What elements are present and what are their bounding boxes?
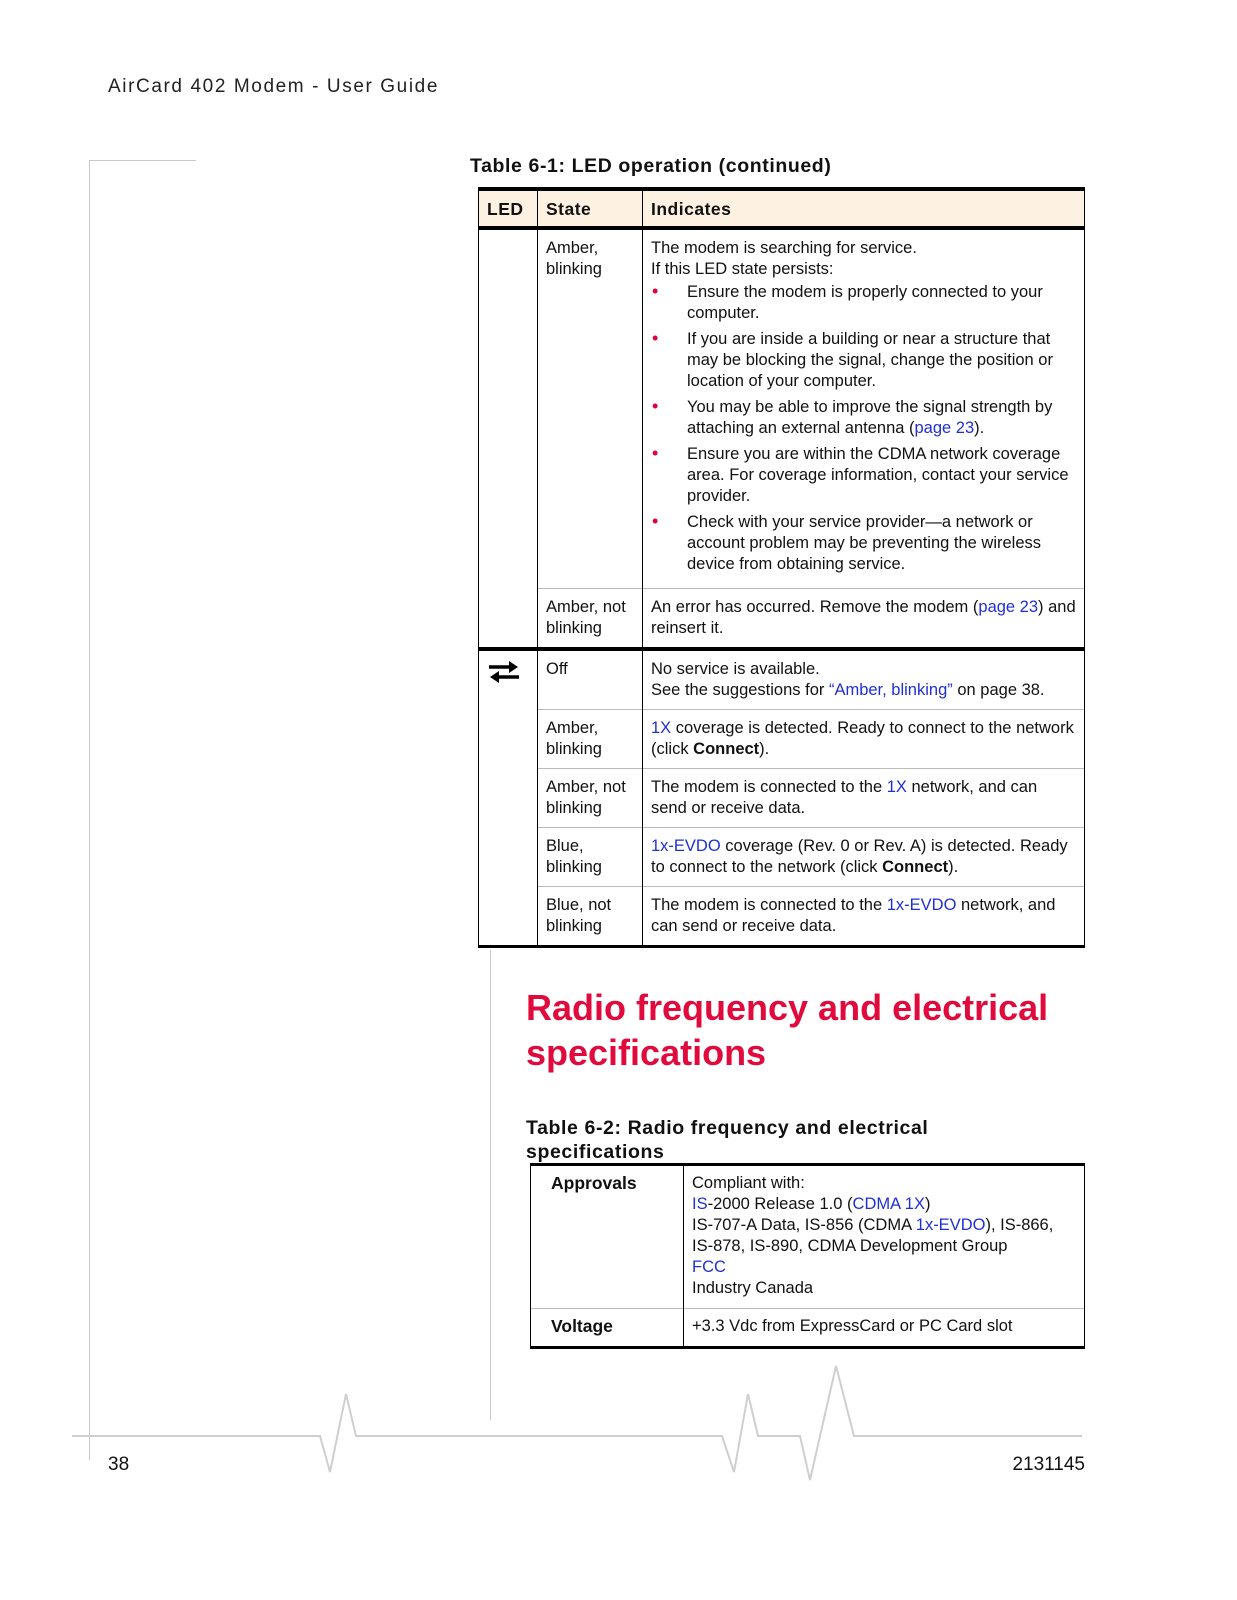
glossary-link[interactable]: FCC [692,1258,726,1276]
list-item-text: Ensure you are within the CDMA network coverage area. For coverage information, contact your service provider. [687,445,1069,505]
document-number: 2131145 [1012,1454,1085,1475]
page-link[interactable]: page 23 [914,419,975,437]
glossary-link[interactable]: 1x-EVDO [915,1216,986,1234]
connect-label: Connect [882,858,949,876]
indicates-text: coverage is detected. Ready to connect to the network (click [651,719,1074,758]
indicates-text: See the suggestions for [651,681,829,699]
indicates-line: The modem is searching for service. [651,239,917,257]
glossary-link[interactable]: 1X [651,719,672,737]
cross-reference-link[interactable]: “Amber, blinking” [828,681,953,699]
state-cell: Amber, blinking [538,228,643,589]
glossary-link[interactable]: 1x-EVDO [651,837,721,855]
list-item-text: If you are inside a building or near a structure that may be blocking the signal, change the position or location of your computer. [687,330,1053,390]
approvals-line: Industry Canada [692,1279,814,1297]
page-number: 38 [108,1454,130,1475]
bullet-icon: • [652,443,659,463]
glossary-link[interactable]: CDMA 1X [852,1195,925,1213]
state-cell: Amber, not blinking [538,769,643,828]
list-item-text: Check with your service provider—a network or account problem may be preventing the wireless device from obtaining service. [687,513,1042,573]
indicates-text: ) and reinsert it. [651,598,1076,637]
col-header-state: State [538,189,643,228]
state-cell: Amber, not blinking [538,589,643,650]
glossary-link[interactable]: IS [692,1195,708,1213]
page-link[interactable]: page 23 [978,598,1039,616]
connect-label: Connect [693,740,760,758]
approvals-text: IS-707-A Data, IS-856 (CDMA [692,1216,916,1234]
indicates-text: coverage (Rev. 0 or Rev. A) is detected. Ready to connect to the network (click [651,837,1068,876]
glossary-link[interactable]: 1X [886,778,907,796]
bullet-icon: • [652,281,659,301]
approvals-line: Compliant with: [692,1174,805,1192]
state-cell: Amber, blinking [538,710,643,769]
table2-caption: Table 6-2: Radio frequency and electrical specifications [526,1117,929,1163]
list-item-text: ). [974,419,985,437]
list-item-text: You may be able to improve the signal strength by attaching an external antenna ( [687,398,1053,437]
approvals-text: ), IS-866, IS-878, IS-890, CDMA Development Group [692,1216,1054,1255]
approvals-label: Approvals [531,1165,684,1309]
col-header-led: LED [479,189,538,228]
section-heading: Radio frequency and electrical specifications [526,987,1049,1073]
approvals-text: ) [924,1195,931,1213]
indicates-text: The modem is connected to the [651,778,887,796]
list-item-text: Ensure the modem is properly connected to your computer. [687,283,1043,322]
state-cell: Blue, blinking [538,828,643,887]
voltage-label: Voltage [531,1309,684,1348]
bullet-icon: • [652,396,659,416]
indicates-text: The modem is connected to the [651,896,887,914]
indicates-text: network, and can send or receive data. [651,778,1038,817]
bullet-icon: • [652,511,659,531]
state-cell: Off [538,649,643,710]
indicates-text: ). [759,740,770,758]
table1-caption: Table 6-1: LED operation (continued) [470,155,832,177]
indicates-text: ). [948,858,959,876]
bullet-icon: • [652,328,659,348]
page-header-title: AirCard 402 Modem - User Guide [108,76,439,97]
indicates-text: on page 38. [952,681,1045,699]
indicates-text: network, and can send or receive data. [651,896,1056,935]
state-cell: Blue, not blinking [538,887,643,947]
indicates-line: No service is available. [651,660,820,678]
indicates-text: An error has occurred. Remove the modem ( [651,598,979,616]
indicates-line: If this LED state persists: [651,260,834,278]
glossary-link[interactable]: 1x-EVDO [886,896,957,914]
col-header-indicates: Indicates [643,189,1085,228]
approvals-text: -2000 Release 1.0 ( [707,1195,853,1213]
voltage-value: +3.3 Vdc from ExpressCard or PC Card slot [684,1309,1085,1348]
